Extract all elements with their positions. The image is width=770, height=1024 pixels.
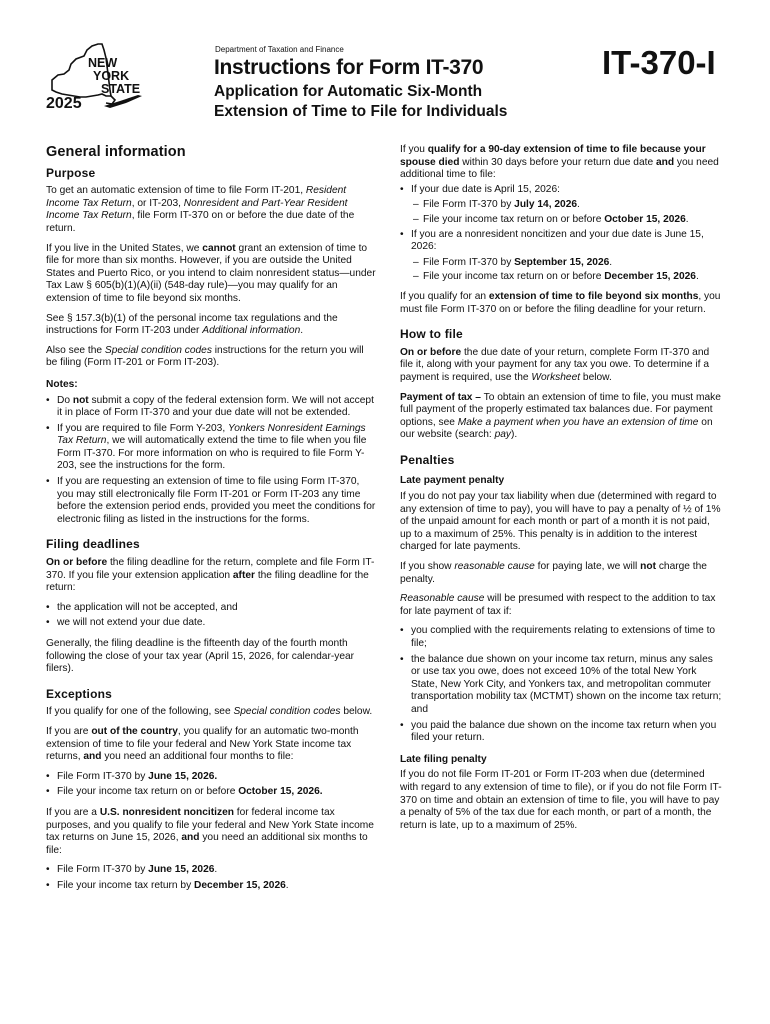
late-payment-penalty-heading: Late payment penalty [400,475,505,487]
exceptions-item-3: • File Form IT-370 by June 15, 2026. [46,864,376,877]
spouse-extension-subitem-1: – File Form IT-370 by July 14, 2026. [400,199,722,212]
how-to-file-paragraph-1: On or before the due date of your return, complete Form IT-370 and file it, along with your payment for any tax you owe. To determine if a payment is required, use the Worksheet below. [400,346,710,383]
subtitle-line-1: Application for Automatic Six-Month [214,83,483,100]
exceptions-heading: Exceptions [46,686,113,701]
general-information-heading: General information [46,144,186,160]
exceptions-item-4: • File your income tax return by December 15, 2026. [46,880,376,893]
reasonable-cause-item-2: • the balance due shown on your income tax return, minus any sales or use tax you owe, does not exceed 10% of the total New York State, New York City, and Yonkers tax, and metropolitan commuter transportation mobility tax (MCTMT) shown on the income tax return; and [400,654,722,717]
logo-text-new: NEW [88,56,118,70]
purpose-paragraph-3: See § 157.3(b)(1) of the personal income tax regulations and the instructions for Form IT-203 under Additional information. [46,312,338,337]
note-item-1: • Do not submit a copy of the federal extension form. We will not accept it in place of Form IT-370 and your due date will not be extended. [46,395,376,420]
page-title: Instructions for Form IT-370 [214,56,484,79]
reasonable-cause-item-3: • you paid the balance due shown on the income tax return when you filed your return. [400,720,722,745]
spouse-extension-subitem-3: – File Form IT-370 by September 15, 2026. [400,257,722,270]
late-filing-penalty-heading: Late filing penalty [400,753,487,765]
late-payment-paragraph-1: If you do not pay your tax liability when due (determined with regard to any extension of time to pay), you will have to pay a penalty of ½ of 1% of the unpaid amount for each month or part of a month it is not paid, up to a maximum of 25%. This penalty is in addition to the interest charged for late payments. [400,491,721,553]
logo-text-york: YORK [93,69,130,83]
purpose-paragraph-4: Also see the Special condition codes instructions for the return you will be filing (Form IT-201 or Form IT-203). [46,344,364,369]
payment-of-tax-paragraph: Payment of tax – To obtain an extension of time to file, you must make full payment of the properly estimated tax balances due. For payment options, see Make a payment when you have an extension of time on our website (search: pay). [400,391,721,441]
exceptions-paragraph-3: If you are a U.S. nonresident noncitizen for federal income tax purposes, and you qualify to file your federal and New York State income tax returns on June 15, 2026, and you need an additional six months to file: [46,806,374,856]
reasonable-cause-item-1: • you complied with the requirements relating to extensions of time to file; [400,625,722,650]
spouse-extension-item-1: • If your due date is April 15, 2026: [400,184,722,197]
logo-text-state: STATE [101,82,141,96]
spouse-extension-subitem-2: – File your income tax return on or before October 15, 2026. [400,214,722,227]
penalties-heading: Penalties [400,452,455,467]
logo-year: 2025 [46,95,82,112]
purpose-paragraph-2: If you live in the United States, we cannot grant an extension of time to file for more than six months. However, if you are outside the United States and Puerto Rico, or you intend to claim nonresident status—under Tax Law § 605(b)(1)(A)(ii) (548-day rule)—you may qualify for an extension of time to file beyond six months. [46,242,376,304]
beyond-six-months-paragraph: If you qualify for an extension of time to file beyond six months, you must file Form IT-370 on or before the filing deadline for your return. [400,290,721,315]
subtitle-line-2: Extension of Time to File for Individuals [214,103,508,120]
right-column [400,144,722,839]
notes-heading: Notes: [46,378,78,390]
filing-deadlines-heading: Filing deadlines [46,537,140,552]
purpose-heading: Purpose [46,165,96,180]
note-item-3: • If you are requesting an extension of time to file using Form IT-370, you may still electronically file Form IT-201 or Form IT-203 any time before the extension period ends, provided you meet the conditions for electronic filing as listed in the instructions for the forms. [46,476,376,526]
late-payment-paragraph-2: If you show reasonable cause for paying late, we will not charge the penalty. [400,561,707,585]
left-column [46,144,376,896]
form-id: IT-370-I [602,44,716,81]
exceptions-paragraph-1: If you qualify for one of the following, see Special condition codes below. [46,706,373,718]
spouse-extension-item-2: • If you are a nonresident noncitizen and your due date is June 15, 2026: [400,229,722,254]
nys-logo [40,40,152,112]
how-to-file-heading: How to file [400,327,463,342]
spouse-extension-paragraph: If you qualify for a 90-day extension of time to file because your spouse died within 30 days before your return due date and you need additional time to file: [400,144,719,181]
note-item-2: • If you are required to file Form Y-203, Yonkers Nonresident Earnings Tax Return, we will automatically extend the time to file when you file Form IT-370. For more information on who is required to file Form Y-203, see the instructions for the form. [46,423,376,473]
filing-deadlines-item-1: • the application will not be accepted, and [46,602,376,615]
filing-deadlines-paragraph-2: Generally, the filing deadline is the fifteenth day of the fourth month following the close of your tax year (April 15, 2026, for calendar-year filers). [46,638,355,675]
purpose-paragraph-1: To get an automatic extension of time to file Form IT-201, Resident Income Tax Return, or IT-203, Nonresident and Part-Year Resident Income Tax Return, file Form IT-370 on or before the due date of the return. [46,185,355,234]
late-filing-paragraph: If you do not file Form IT-201 or Form IT-203 when due (determined with regard to any extension of time to file), or if you do not file Form IT-370 on time and obtain an extension of time to file, you will have to pay a penalty of 5% of the tax due for each month, or part of a month, the return is late, up to a maximum of 25%. [400,769,722,831]
new-york-state-outline-icon [40,40,152,112]
page-subtitle [214,82,594,122]
exceptions-item-2: • File your income tax return on or before October 15, 2026. [46,786,376,799]
spouse-extension-subitem-4: – File your income tax return on or before December 15, 2026. [400,271,722,284]
filing-deadlines-item-2: • we will not extend your due date. [46,617,376,630]
department-name: Department of Taxation and Finance [215,45,344,54]
exceptions-item-1: • File Form IT-370 by June 15, 2026. [46,771,376,784]
exceptions-paragraph-2: If you are out of the country, you qualify for an automatic two-month extension of time to file your federal and New York State income tax returns, and you need an additional four months to file: [46,725,359,763]
filing-deadlines-paragraph-1: On or before the filing deadline for the return, complete and file Form IT-370. If you file your extension application after the filing deadline for the return: [46,557,375,594]
late-payment-paragraph-3: Reasonable cause will be presumed with respect to the addition to tax for late payment of tax if: [400,593,716,617]
